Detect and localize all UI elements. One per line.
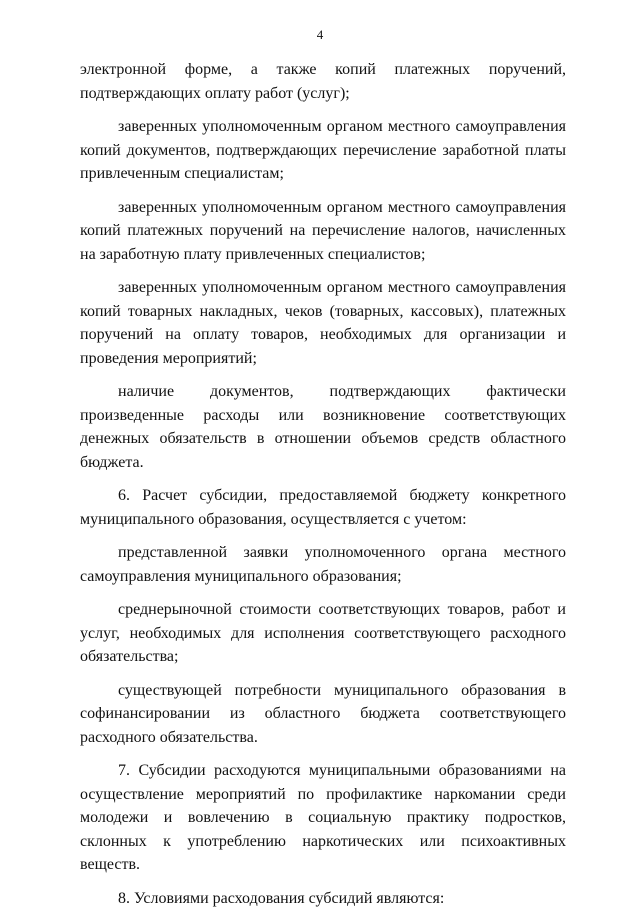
paragraph-salary-documents: заверенных уполномоченным органом местного самоуправления копий документов, подтверждающих перечисление заработной платы привлеченным специалистам;	[80, 115, 566, 186]
paragraph-item-7: 7. Субсидии расходуются муниципальными образованиями на осуществление мероприятий по профилактике наркомании среди молодежи и вовлечению в социальную практику подростков, склонных к употреблению наркотических или психоактивных веществ.	[80, 759, 566, 877]
paragraph-expense-documents: наличие документов, подтверждающих фактически произведенные расходы или возникновение соответствующих денежных обязательств в отношении объемов средств областного бюджета.	[80, 380, 566, 474]
paragraph-cofinancing-need: существующей потребности муниципального образования в софинансировании из областного бюджета соответствующего расходного обязательства.	[80, 679, 566, 750]
paragraph-market-cost: среднерыночной стоимости соответствующих товаров, работ и услуг, необходимых для исполнения соответствующего расходного обязательства;	[80, 598, 566, 669]
paragraph-tax-payment-orders: заверенных уполномоченным органом местного самоуправления копий платежных поручений на перечисление налогов, начисленных на заработную плату привлеченных специалистов;	[80, 196, 566, 267]
page-number: 4	[0, 27, 640, 43]
paragraph-item-8: 8. Условиями расходования субсидий являются:	[80, 887, 566, 910]
paragraph-goods-invoices: заверенных уполномоченным органом местного самоуправления копий товарных накладных, чеков (товарных, кассовых), платежных поручений на оплату товаров, необходимых для организации и проведения мероприятий;	[80, 276, 566, 370]
paragraph-application: представленной заявки уполномоченного органа местного самоуправления муниципального образования;	[80, 541, 566, 588]
paragraph-item-6: 6. Расчет субсидии, предоставляемой бюджету конкретного муниципального образования, осуществляется с учетом:	[80, 484, 566, 531]
paragraph-continuation-payment-orders: электронной форме, а также копий платежных поручений, подтверждающих оплату работ (услуг);	[80, 58, 566, 105]
document-body	[80, 58, 566, 910]
